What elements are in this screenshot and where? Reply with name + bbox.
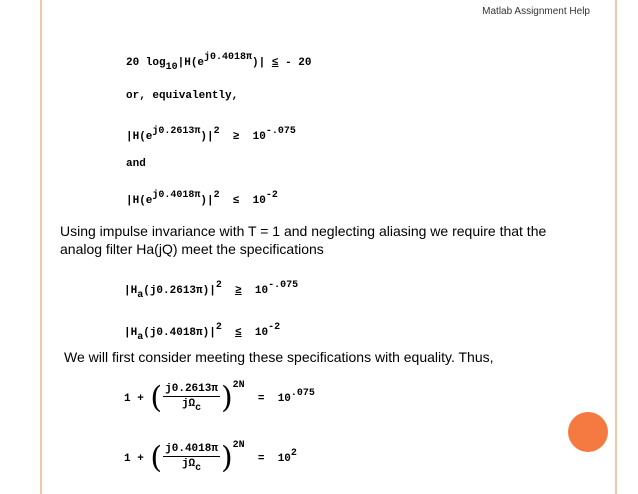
equation-2: $|H(e^{j0.2613\pi})|^2 \ge 10^{-.075}$ — [126, 126, 296, 143]
equation-7: 1 + ( $\frac{j0.4018\pi}{j\Omega_c}$ )$^{2N} = 10^2$ — [124, 440, 297, 476]
header-title: Matlab Assignment Help — [482, 6, 590, 17]
decorative-orange-circle — [568, 412, 608, 452]
paragraph-1-line-2: analog filter Ha(jQ) meet the specifications — [60, 241, 324, 257]
equivalently-text: or, equivalently, — [126, 90, 239, 102]
right-border-line — [615, 0, 617, 494]
equation-3: $|H(e^{j0.4018\pi})|^2 \le 10^{-2}$ — [126, 190, 278, 207]
equation-5: $|H_a(j0.4018\pi)|^2 \le 10^{-2}$ — [124, 322, 281, 343]
paragraph-1-line-1: Using impulse invariance with T = 1 and neglecting aliasing we require that the — [60, 223, 547, 239]
equation-4: $|H_a(j0.2613\pi)|^2 \ge 10^{-.075}$ — [124, 280, 299, 301]
left-border-line — [40, 0, 42, 494]
and-text: and — [126, 158, 146, 170]
paragraph-2: We will first consider meeting these specifications with equality. Thus, — [64, 349, 494, 365]
equation-6: 1 + ( $\frac{j0.2613\pi}{j\Omega_c}$ )$^{2N} = 10^{.075}$ — [124, 380, 315, 416]
equation-1: 20 $\log_{10}|H(e^{j0.4018\pi})|$ ≤ - 20 — [126, 52, 312, 73]
